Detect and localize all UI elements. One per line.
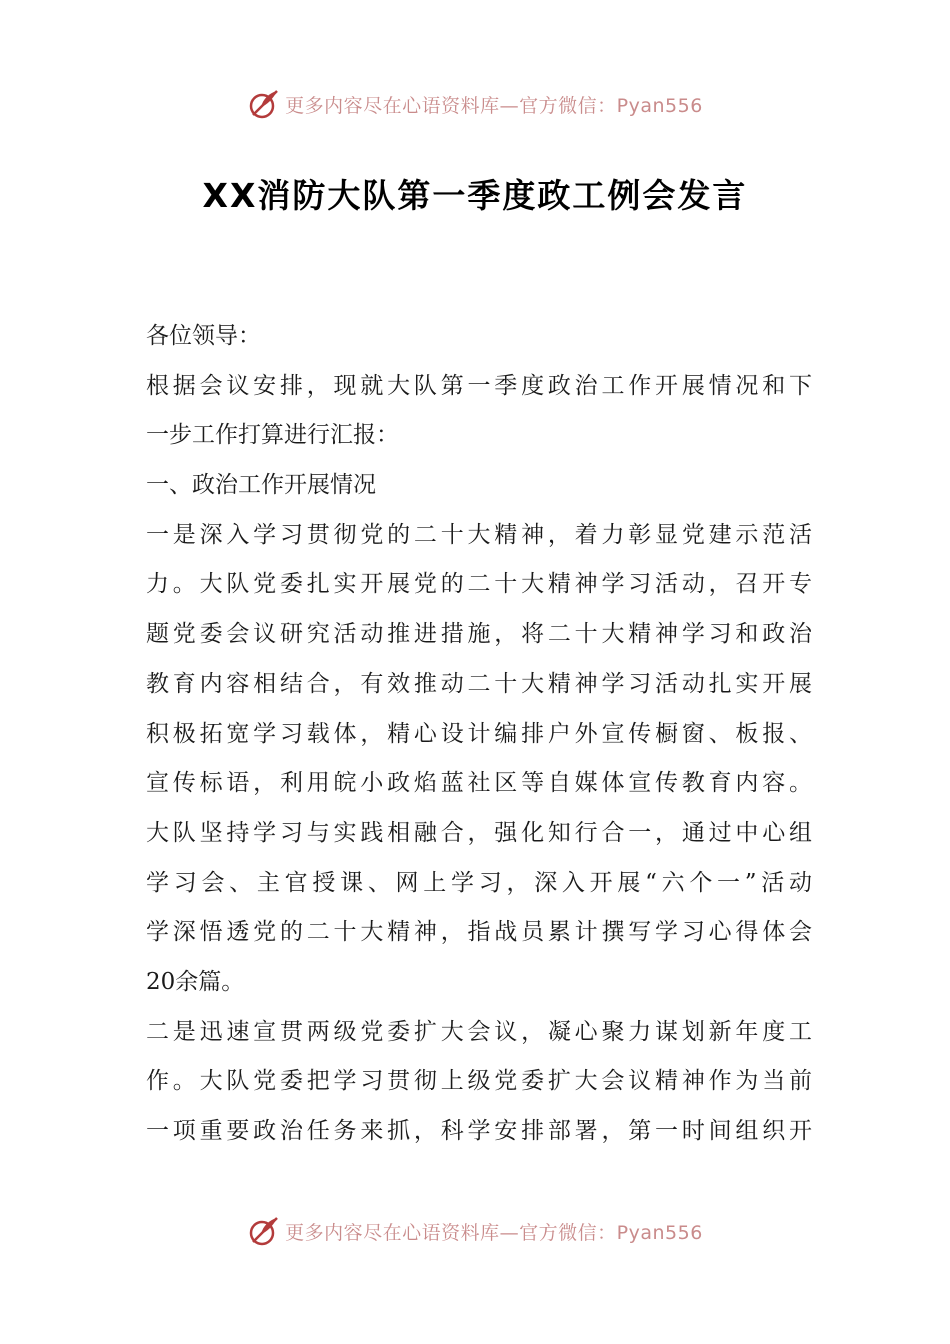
watermark-text: 更多内容尽在心语资料库—官方微信：Pyan556 — [285, 94, 703, 117]
watermark-handle: Pyan556 — [616, 1221, 703, 1244]
text-line: 一步工作打算进行汇报： — [146, 422, 399, 449]
quill-logo-icon — [247, 87, 281, 121]
text-line: 力。大队党委扎实开展党的二十大精神学习活动，召开专 — [146, 571, 812, 598]
watermark-footer — [0, 1211, 950, 1251]
text-line: 作。大队党委把学习贯彻上级党委扩大会议精神作为当前 — [146, 1068, 812, 1095]
text-line: 题党委会议研究活动推进措施，将二十大精神学习和政治 — [146, 621, 812, 648]
document-body — [146, 312, 812, 1157]
text-line: 大队坚持学习与实践相融合，强化知行合一，通过中心组 — [146, 819, 812, 846]
text-line: 20余篇。 — [146, 968, 245, 995]
text-line: 根据会议安排，现就大队第一季度政治工作开展情况和下 — [146, 372, 812, 399]
document-title: XX消防大队第一季度政工例会发言 — [202, 176, 748, 215]
text-line: 一是深入学习贯彻党的二十大精神，着力彰显党建示范活 — [146, 521, 812, 548]
text-line: 一、政治工作开展情况 — [146, 472, 376, 499]
quill-logo-icon — [247, 1214, 281, 1248]
text-line: 二是迅速宣贯两级党委扩大会议，凝心聚力谋划新年度工 — [146, 1018, 812, 1045]
text-line: 学习会、主官授课、网上学习，深入开展“六个一”活动 — [146, 869, 812, 896]
watermark-header — [0, 84, 950, 124]
text-line: 各位领导： — [146, 323, 261, 349]
watermark-handle: Pyan556 — [616, 94, 703, 117]
text-line: 一项重要政治任务来抓，科学安排部署，第一时间组织开 — [146, 1118, 812, 1144]
text-line: 学深悟透党的二十大精神，指战员累计撰写学习心得体会 — [146, 919, 812, 946]
watermark-text: 更多内容尽在心语资料库—官方微信：Pyan556 — [285, 1221, 703, 1244]
text-line: 宣传标语，利用皖小政焰蓝社区等自媒体宣传教育内容。 — [146, 770, 812, 797]
text-line: 教育内容相结合，有效推动二十大精神学习活动扎实开展 — [146, 670, 812, 697]
text-line: 积极拓宽学习载体，精心设计编排户外宣传橱窗、板报、 — [146, 720, 812, 747]
